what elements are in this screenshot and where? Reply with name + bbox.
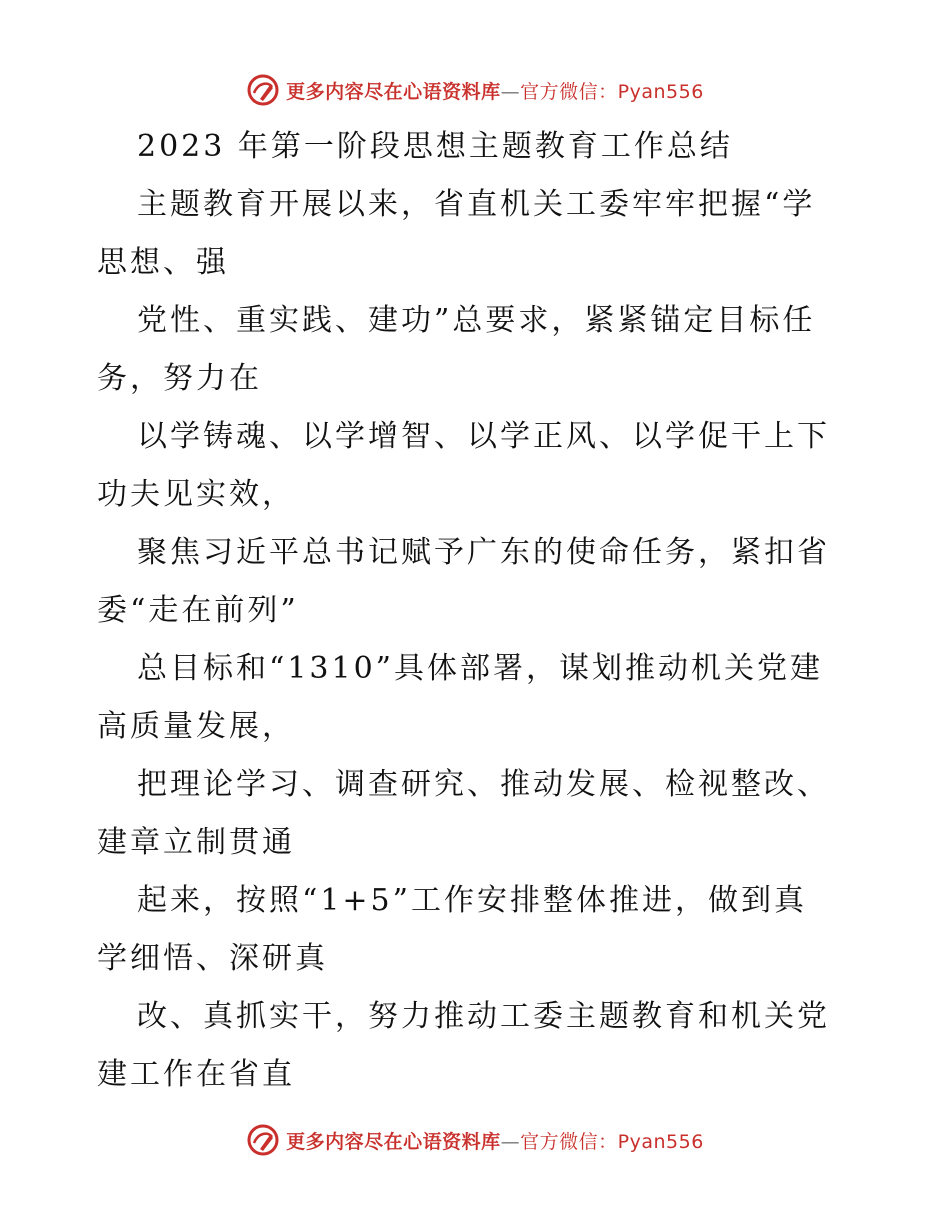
line-first: 以学铸魂、以学增智、以学正风、以学促干上下 bbox=[137, 419, 830, 454]
line-first: 主题教育开展以来，省直机关工委牢牢把握“学 bbox=[137, 187, 816, 222]
watermark-contact-text: 官方微信：Pyan556 bbox=[520, 1130, 704, 1153]
line-second: 建工作在省直 bbox=[97, 1057, 295, 1092]
watermark-contact-text: 官方微信：Pyan556 bbox=[520, 80, 704, 103]
line-first: 改、真抓实干，努力推动工委主题教育和机关党 bbox=[137, 999, 830, 1034]
swirl-pen-logo-icon bbox=[246, 73, 280, 107]
document-title: 2023 年第一阶段思想主题教育工作总结 bbox=[137, 129, 733, 164]
line-second: 建章立制贯通 bbox=[97, 825, 295, 860]
paragraph-line bbox=[97, 640, 857, 756]
line-second: 务，努力在 bbox=[97, 361, 262, 396]
document-body bbox=[97, 118, 857, 1104]
line-second: 思想、强 bbox=[97, 245, 229, 280]
header-watermark-banner bbox=[0, 70, 950, 110]
paragraph-line bbox=[97, 176, 857, 292]
paragraph-line bbox=[97, 988, 857, 1104]
line-first: 聚焦习近平总书记赋予广东的使命任务，紧扣省 bbox=[137, 535, 830, 570]
swirl-pen-logo-icon bbox=[246, 1123, 280, 1157]
footer-watermark-banner bbox=[0, 1120, 950, 1160]
paragraph-line bbox=[97, 872, 857, 988]
line-second: 功夫见实效， bbox=[97, 477, 295, 512]
paragraph-line bbox=[97, 524, 857, 640]
line-second: 学细悟、深研真 bbox=[97, 941, 328, 976]
paragraph-line bbox=[97, 408, 857, 524]
watermark-main-text: 更多内容尽在心语资料库 bbox=[286, 1130, 501, 1153]
line-second: 高质量发展， bbox=[97, 709, 295, 744]
line-first: 总目标和“1310”具体部署，谋划推动机关党建 bbox=[137, 651, 824, 686]
paragraph-line bbox=[97, 756, 857, 872]
line-second: 委“走在前列” bbox=[97, 593, 299, 628]
watermark-main-text: 更多内容尽在心语资料库 bbox=[286, 80, 501, 103]
line-first: 把理论学习、调查研究、推动发展、检视整改、 bbox=[137, 767, 830, 802]
line-first: 党性、重实践、建功”总要求，紧紧锚定目标任 bbox=[137, 303, 816, 338]
line-first: 起来，按照“1+5”工作安排整体推进，做到真 bbox=[137, 883, 807, 918]
watermark-separator: — bbox=[500, 1130, 521, 1153]
watermark-separator: — bbox=[500, 80, 521, 103]
paragraph-line bbox=[97, 292, 857, 408]
